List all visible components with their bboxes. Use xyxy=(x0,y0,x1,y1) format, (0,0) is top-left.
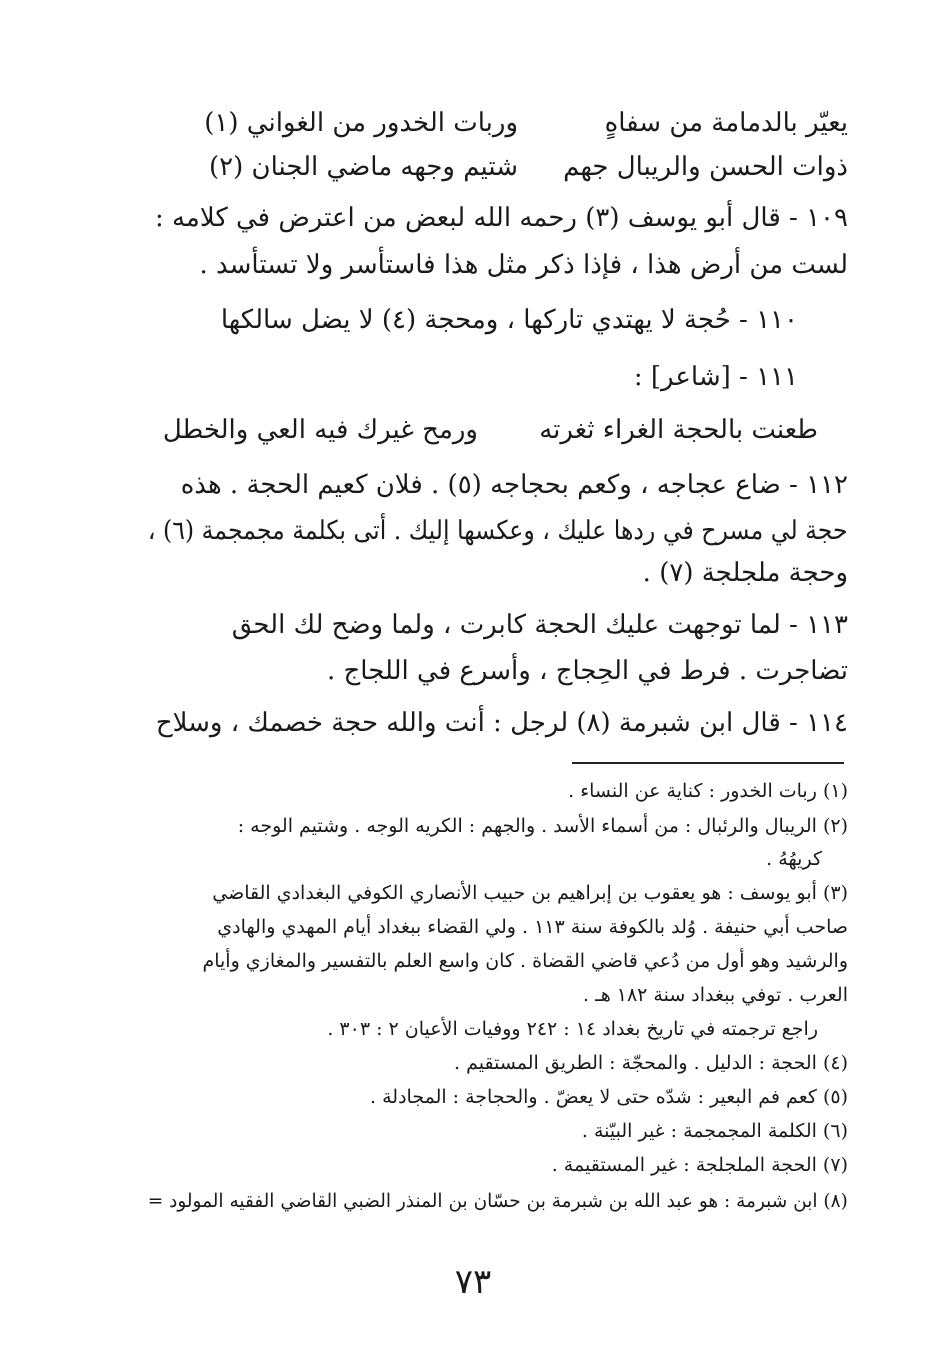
footnote-separator xyxy=(572,762,844,764)
footnote-line: (٦) الكلمة المجمجمة : غير البيّنة . xyxy=(581,1120,848,1142)
text-line: ١١٠ - حُجة لا يهتدي تاركها ، ومحجة (٤) لا يضل سالكها xyxy=(220,305,798,335)
footnote-line: (٣) أبو يوسف : هو يعقوب بن إبراهيم بن حبيب الأنصاري الكوفي البغدادي القاضي xyxy=(212,882,848,904)
footnote-line: صاحب أبي حنيفة . وُلد بالكوفة سنة ١١٣ . ولي القضاء ببغداد أيام المهدي والهادي xyxy=(217,916,848,938)
text-line: حجة لي مسرح في ردها عليك ، وعكسها إليك . أتى بكلمة مجمجمة (٦) ، xyxy=(148,516,849,546)
text-line: ١١١ - [شاعر] : xyxy=(633,362,798,392)
verse-hemistich: ذوات الحسن والريبال جهم xyxy=(563,152,848,182)
verse-hemistich: شتيم وجهه ماضي الجنان (٢) xyxy=(208,152,518,182)
verse-hemistich: وربات الخدور من الغواني (١) xyxy=(204,108,518,138)
verse-hemistich: ورمح غيرك فيه العي والخطل xyxy=(162,415,478,445)
footnote-line: (٤) الحجة : الدليل . والمحجّة : الطريق المستقيم . xyxy=(454,1052,848,1074)
footnote-line: العرب . توفي ببغداد سنة ١٨٢ هـ . xyxy=(583,984,848,1006)
footnote-line: كريهُهُ . xyxy=(766,848,822,870)
verse-hemistich: يعيّر بالدمامة من سفاهٍ xyxy=(604,108,848,138)
text-line: ١١٤ - قال ابن شبرمة (٨) لرجل : أنت والله حجة خصمك ، وسلاح xyxy=(155,708,848,738)
verse-hemistich: طعنت بالحجة الغراء ثغرته xyxy=(539,415,818,445)
footnote-line: راجع ترجمته في تاريخ بغداد ١٤ : ٢٤٢ ووفيات الأعيان ٢ : ٣٠٣ . xyxy=(327,1018,818,1040)
footnote-line: (١) ربات الخدور : كناية عن النساء . xyxy=(568,780,848,802)
text-line: ١١٢ - ضاع عجاجه ، وكعم بحجاجه (٥) . فلان كعيم الحجة . هذه xyxy=(180,470,848,500)
text-line: تضاجرت . فرط في الحِجاج ، وأسرع في اللجاج . xyxy=(326,656,848,686)
footnote-line: (٧) الحجة الملجلجة : غير المستقيمة . xyxy=(551,1154,848,1176)
footnote-line: (٢) الريبال والرئبال : من أسماء الأسد . والجهم : الكريه الوجه . وشتيم الوجه : xyxy=(237,815,848,837)
footnote-line: (٥) كعم فم البعير : شدّه حتى لا يعضّ . والحجاجة : المجادلة . xyxy=(370,1086,848,1108)
text-line: ١١٣ - لما توجهت عليك الحجة كابرت ، ولما وضح لك الحق xyxy=(231,610,848,640)
footnote-line: (٨) ابن شبرمة : هو عبد الله بن شبرمة بن حسّان بن المنذر الضبي القاضي الفقيه المولود = xyxy=(147,1190,848,1212)
text-line: ١٠٩ - قال أبو يوسف (٣) رحمه الله لبعض من اعترض في كلامه : xyxy=(154,203,848,233)
footnote-line: والرشيد وهو أول من دُعي قاضي القضاة . كان واسع العلم بالتفسير والمغازي وأيام xyxy=(202,950,848,972)
page-number: ٧٣ xyxy=(454,1262,492,1302)
text-line: وحجة ملجلجة (٧) . xyxy=(642,558,848,588)
text-line: لست من أرض هذا ، فإذا ذكر مثل هذا فاستأسر ولا تستأسد . xyxy=(199,250,848,280)
